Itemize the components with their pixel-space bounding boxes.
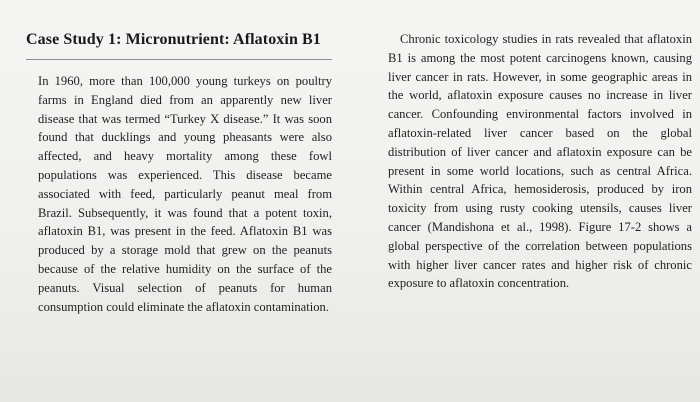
right-paragraph: Chronic toxicology studies in rats revealed that aflatoxin B1 is among the most potent carcinogens known, causing liver cancer in rats. However, in some geographic areas in the world, aflatoxin exposure causes no increase in liver cancer. Confounding environmental factors involved in aflatoxin-related liver cancer based on the global distribution of liver cancer and aflatoxin exposure can be present in some world locations, such as central Africa. Within central Africa, hemosiderosis, produced by iron toxicity from using rusty cooking utensils, causes liver cancer (Mandishona et al., 1998). Figure 17-2 shows a global perspective of the correlation between populations with higher liver cancer rates and higher risk of chronic exposure to aflatoxin concentration. xyxy=(388,32,692,291)
title-divider xyxy=(26,59,332,60)
case-study-title: Case Study 1: Micronutrient: Aflatoxin B1 xyxy=(26,31,321,48)
left-paragraph: In 1960, more than 100,000 young turkeys on poultry farms in England died from an apparently new liver disease that was termed “Turkey X disease.” It was soon found that ducklings and young pheasants were also affected, and heavy mortality among these fowl populations was experienced. This disease became associated with feed, particularly peanut meal from Brazil. Subsequently, it was found that a potent toxin, aflatoxin B1, was present in the feed. Aflatoxin B1 was produced by a storage mold that grew on the peanuts because of the relative humidity on the surface of the peanuts. Visual selection of peanuts for human consumption could eliminate the aflatoxin contamination. xyxy=(38,74,332,314)
right-column xyxy=(388,30,692,293)
left-column xyxy=(26,30,332,316)
